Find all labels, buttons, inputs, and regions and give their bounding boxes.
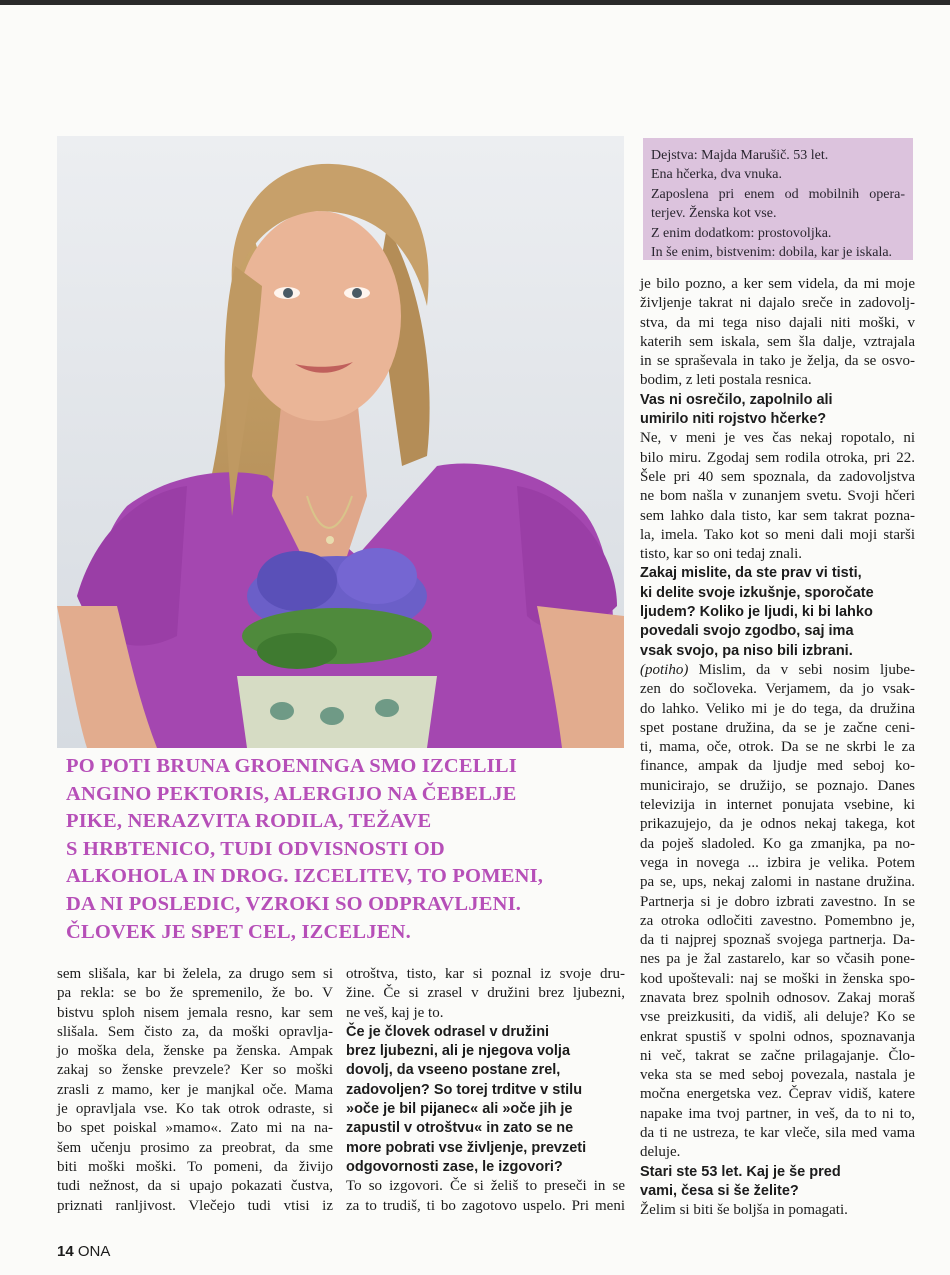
pullquote-line: ANGINO PEKTORIS, ALERGIJO NA ČEBELJE [66, 782, 517, 805]
facts-line: Dejstva: Majda Marušič. 53 let. [651, 148, 829, 163]
text-line: da poješ sladoled. Ko ga zmanjka, pa no- [640, 835, 915, 852]
pullquote-line: ALKOHOLA IN DROG. IZCELITEV, TO POMENI, [66, 865, 544, 888]
text-line: zen do sočloveka. Verjamem, da jo vsak- [640, 681, 915, 698]
portrait-photo [57, 136, 624, 748]
text-line: ne veš, kaj je to. [346, 1004, 444, 1021]
text-line: Ne, v meni je ves čas nekaj ropotalo, ni [640, 430, 915, 447]
text-column-3 [640, 275, 915, 1221]
text-line: in se spraševala in tako je želja, da se osvo- [640, 353, 915, 370]
text-column-1 [57, 965, 333, 1216]
text-line: kod upoštevali: naj se moški in ženska spo- [640, 970, 915, 987]
text-line: je opravljala vse. Ko tak otrok odraste, si [57, 1101, 333, 1118]
text-line: da ti ne ustreza, te kar vleče, sila med vama [640, 1125, 915, 1142]
text-line: municirajo, se družijo, se poznajo. Danes [640, 777, 915, 794]
text-line: vami, česa si še želite? [640, 1182, 799, 1199]
text-line: Stari ste 53 let. Kaj je še pred [640, 1163, 841, 1180]
facts-line: Zaposlena pri enem od mobilnih opera- [651, 186, 905, 202]
pullquote-line: PIKE, NERAZVITA RODILA, TEŽAVE [66, 810, 432, 833]
text-line: sem lahko dala tisto, kar sem takrat pozna- [640, 507, 915, 524]
text-line: umirilo niti rojstvo hčerke? [640, 411, 827, 428]
text-line: brez ljubezni, ali je njegova volja [346, 1043, 571, 1060]
text-line: Vas ni osrečilo, zapolnilo ali [640, 391, 833, 408]
text-line: življenje takrat ni dajalo sreče in zadovolj- [640, 295, 915, 312]
text-line: tisto, kar so oni tedaj znali. [640, 546, 803, 563]
text-line: bilo miru. Zgodaj sem rodila otroka, pri 22. [640, 449, 915, 466]
pullquote-line: PO POTI BRUNA GROENINGA SMO IZCELILI [66, 755, 517, 777]
text-line: jo moška dela, ženske pa ženska. Ampak [57, 1043, 333, 1060]
text-line: katerih sem iskala, sem šla dalje, vztrajala [640, 333, 915, 350]
text-line: dovolj, da vseeno postane zrel, [346, 1062, 561, 1079]
facts-box [643, 138, 913, 260]
text-line: pa rekla: se bo že spremenilo, že bo. V [57, 985, 333, 1002]
magazine-name: ONA [77, 1243, 111, 1260]
text-line: do lahko. Veliko mi je do tega, da družina [640, 700, 915, 717]
text-line: povedali svojo zgodbo, saj ima [640, 623, 854, 640]
text-column-2 [346, 965, 625, 1216]
text-line: more pobrati vse življenje, prevzeti [346, 1139, 587, 1156]
page-folio [57, 1243, 110, 1260]
text-line: šem učenju prosimo za preobrat, da sme [57, 1139, 333, 1156]
text-line: vse preizkusiti, da vidiš, ali deluje? Ko se [640, 1009, 915, 1026]
facts-line: Ena hčerka, dva vnuka. [651, 167, 782, 183]
text-line: da ti najprej spoznaš svojega partnerja. Da- [640, 932, 915, 949]
text-line: la, imela. Tako kot so meni dali moji starši [640, 526, 915, 543]
text-fragment: Mislim, da v sebi nosim ljube- [688, 661, 915, 678]
text-line: stva, da mi tega niso dajali niti moški, v [640, 314, 915, 331]
text-line: sem slišala, kar bi želela, za drugo sem si [57, 966, 333, 982]
text-line: pa se, ups, nekaj zalomi in nastane družina. [640, 874, 915, 891]
text-line: Želim si biti še boljša in pomagati. [640, 1202, 848, 1219]
text-line: je bilo pozno, a ker sem videla, da mi moje [640, 276, 915, 292]
text-line: Partnerja si je dobro izbrati zavestno. In se [640, 893, 915, 910]
text-line: za otroka odločiti zavestno. Pomembno je, [640, 912, 915, 929]
facts-line: terjev. Ženska kot vse. [651, 206, 777, 222]
lavender-flowers-icon [242, 548, 432, 669]
text-line: močna energetska vez. Čeprav vidiš, katere [640, 1086, 915, 1103]
pullquote-line: S HRBTENICO, TUDI ODVISNOSTI OD [66, 837, 445, 860]
text-line: enkrat spustiš v spolni odnos, spoznavanja [640, 1028, 915, 1045]
text-line: zapustil v otroštvu« in zato se ne [346, 1120, 574, 1137]
text-line: ljudem? Koliko je ljudi, ki bi lahko [640, 604, 873, 621]
text-line: To so izgovori. Če si želiš to preseči in se [346, 1178, 625, 1195]
text-line: nes pa je žal zastarelo, kar so včasih pone- [640, 951, 915, 968]
text-line: žine. Če si zrasel v družini brez ljubezni, [346, 985, 625, 1002]
text-line: tudi nežnost, da si upajo pokazati čustva, [57, 1178, 333, 1195]
page-top-edge [0, 0, 950, 5]
text-line: prikazujejo, da je odnos nekaj takega, kot [640, 816, 915, 833]
pullquote-line: DA NI POSLEDIC, VZROKI SO ODPRAVLJENI. [66, 892, 522, 915]
text-line: slišala. Sem čisto za, da moški opravlja- [57, 1023, 333, 1040]
text-line: »oče je bil pijanec« ali »oče jih je [346, 1101, 573, 1118]
text-line: ki delite svoje izkušnje, sporočate [640, 584, 874, 601]
text-line: veka sta se med seboj povezala, nastala je [640, 1067, 915, 1084]
text-line: odgovornosti zase, le izgovori? [346, 1158, 563, 1175]
text-line: zadovoljen? So torej trditve v stilu [346, 1081, 583, 1098]
text-line: bodim, z leti postala resnica. [640, 372, 812, 389]
text-line: za to trudiš, ti bo zagotovo uspelo. Pri meni [346, 1197, 625, 1214]
text-line: ti, mama, oče, otrok. Da se ne skrbi le za [640, 739, 915, 756]
text-line: znavata brez spolnih odnosov. Zakaj moraš [640, 989, 915, 1006]
text-line: deluje. [640, 1144, 681, 1161]
facts-line: In še enim, bistvenim: dobila, kar je iskala. [651, 245, 893, 261]
stage-direction: (potiho) [640, 661, 689, 678]
text-line: otroštva, tisto, kar si poznal iz svoje dru- [346, 966, 625, 982]
text-line: Šele pri 40 sem spoznala, da zadovoljstva [640, 468, 915, 485]
text-line: zrasli z mamo, ker je manjkal oče. Mama [57, 1081, 333, 1098]
text-line: bo spet poiskal »mamo«. Zato mi na na- [57, 1120, 333, 1137]
text-line: zakaj so ženske prevzele? Ker so moški [57, 1062, 333, 1079]
text-line: Če je človek odrasel v družini [346, 1023, 550, 1040]
text-line: ne bom našla v zunanjem svetu. Svoji hčeri [640, 488, 915, 505]
text-line: priznati ranljivost. Vlečejo tudi vtisi iz [57, 1197, 333, 1214]
text-line: ni več, takrat se začne prilagajanje. Člo- [640, 1047, 915, 1064]
page-number: 14 [57, 1243, 74, 1260]
text-line: televizija in internet ponujata vsebine, ki [640, 797, 915, 814]
text-line: vega in novega ... izbira je velika. Potem [640, 854, 915, 871]
text-line: biti moški moški. To pomeni, da živijo [57, 1158, 333, 1175]
text-line: spet postane družina, da se je začne ceni- [640, 719, 915, 736]
pullquote-line: ČLOVEK JE SPET CEL, IZCELJEN. [66, 920, 411, 943]
pullquote [66, 753, 626, 946]
text-line: bistvu sploh nisem jemala resno, kar sem [57, 1004, 333, 1021]
facts-line: Z enim dodatkom: prostovoljka. [651, 225, 832, 241]
portrait-illustration [57, 136, 624, 748]
text-line: finance, ampak da ljudje med seboj ko- [640, 758, 915, 775]
text-line: napake ima tvoj partner, in veš, da to ni to, [640, 1105, 915, 1122]
text-line: vsak svojo, pa niso bili izbrani. [640, 642, 853, 659]
text-line: Zakaj mislite, da ste prav vi tisti, [640, 565, 862, 582]
text-line [640, 661, 915, 680]
